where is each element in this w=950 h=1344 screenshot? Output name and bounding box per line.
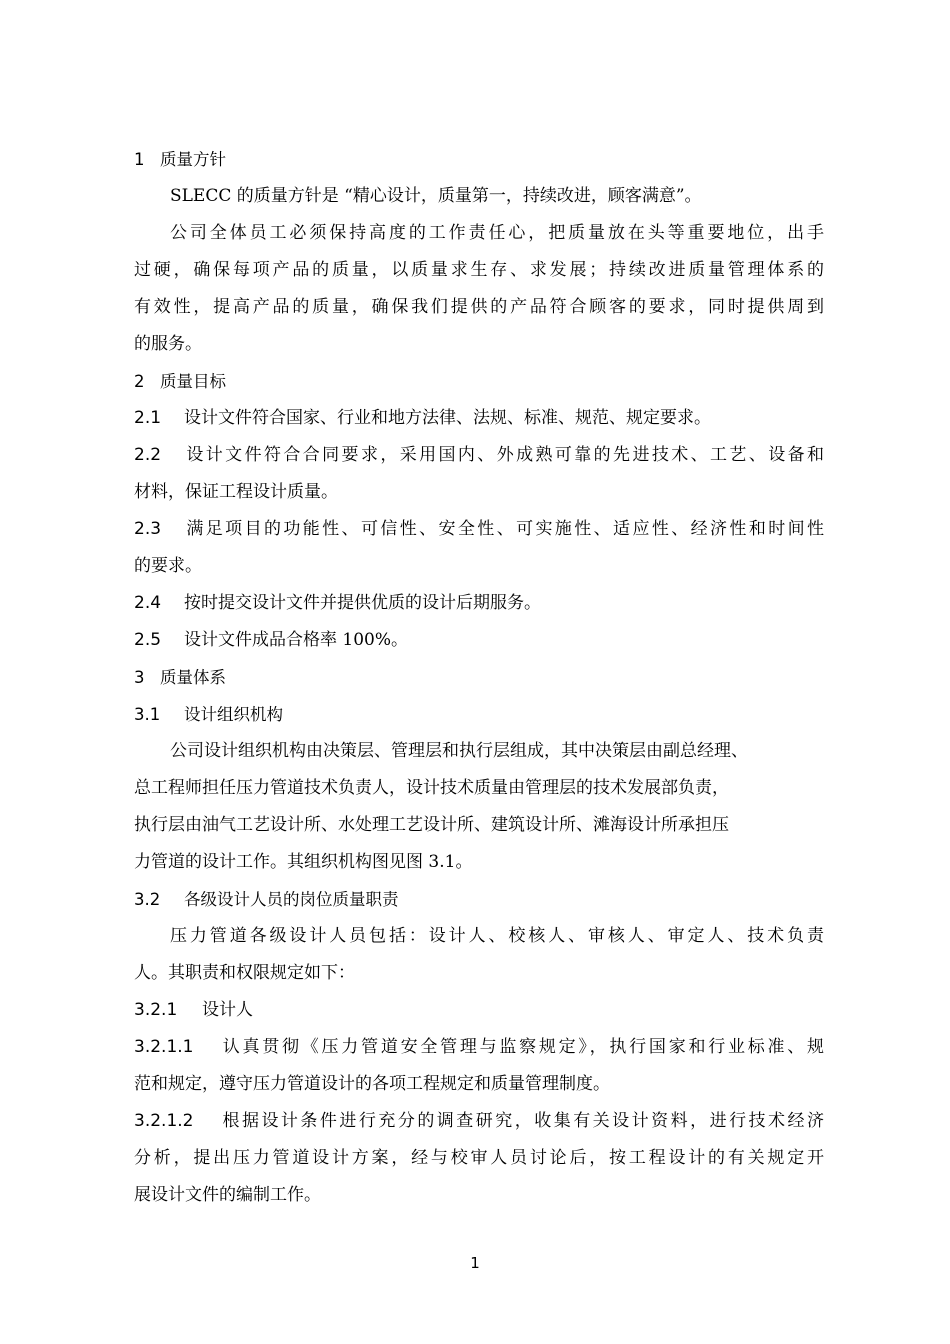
- line-text: 质量方针: [160, 150, 226, 169]
- text-line: [134, 1066, 824, 1103]
- section-number: 3.1: [134, 705, 161, 724]
- section-heading: [134, 659, 824, 696]
- section-heading: [134, 363, 824, 400]
- line-text: 的要求。: [134, 556, 202, 576]
- section-number: 2: [134, 372, 145, 391]
- line-text: 设计人: [202, 1000, 253, 1020]
- line-text: 质量体系: [160, 668, 226, 687]
- line-text: 有效性，提高产品的质量，确保我们提供的产品符合顾客的要求，同时提供周到: [134, 297, 824, 317]
- text-line: [134, 1029, 824, 1066]
- section-number: 3: [134, 668, 145, 687]
- line-text: 设计文件符合国家、行业和地方法律、法规、标准、规范、规定要求。: [184, 408, 711, 428]
- text-line: [134, 178, 824, 215]
- text-line: [134, 548, 824, 585]
- line-text: 的服务。: [134, 334, 202, 354]
- text-line: [134, 807, 824, 844]
- line-text: 设计文件符合合同要求，采用国内、外成熟可靠的先进技术、工艺、设备和: [184, 445, 824, 465]
- line-text: 执行层由油气工艺设计所、水处理工艺设计所、建筑设计所、滩海设计所承担压: [134, 815, 729, 835]
- section-number: 2.5: [134, 630, 162, 650]
- line-text: SLECC 的质量方针是 “精心设计，质量第一，持续改进，顾客满意”。: [170, 186, 702, 206]
- line-text: 设计文件成品合格率 100%。: [184, 630, 409, 650]
- text-line: [134, 955, 824, 992]
- page-number: 1: [470, 1254, 480, 1272]
- line-text: 各级设计人员的岗位质量职责: [184, 890, 399, 909]
- line-text: 设计组织机构: [184, 705, 283, 724]
- section-number: 3.2: [134, 890, 161, 909]
- text-line: [134, 1177, 824, 1214]
- line-text: 公司全体员工必须保持高度的工作责任心，把质量放在头等重要地位，出手: [170, 223, 824, 243]
- line-text: 展设计文件的编制工作。: [134, 1185, 321, 1205]
- section-heading: [134, 141, 824, 178]
- line-text: 力管道的设计工作。其组织机构图见图 3.1。: [134, 852, 473, 872]
- document-body: [134, 141, 824, 1214]
- text-line: [134, 585, 824, 622]
- section-heading: [134, 696, 824, 733]
- section-number: 2.4: [134, 593, 162, 613]
- section-number: 3.2.1.2: [134, 1111, 194, 1131]
- section-number: 3.2.1.1: [134, 1037, 194, 1057]
- text-line: [134, 770, 824, 807]
- section-number: 2.2: [134, 445, 162, 465]
- line-text: 总工程师担任压力管道技术负责人，设计技术质量由管理层的技术发展部负责，: [134, 778, 729, 798]
- text-line: [134, 511, 824, 548]
- section-number: 3.2.1: [134, 1000, 178, 1020]
- text-line: [134, 1103, 824, 1140]
- text-line: [134, 622, 824, 659]
- text-line: [134, 733, 824, 770]
- section-number: 1: [134, 150, 145, 169]
- text-line: [134, 326, 824, 363]
- text-line: [134, 289, 824, 326]
- text-line: [134, 215, 824, 252]
- text-line: [134, 992, 824, 1029]
- line-text: 按时提交设计文件并提供优质的设计后期服务。: [184, 593, 541, 613]
- line-text: 公司设计组织机构由决策层、管理层和执行层组成，其中决策层由副总经理、: [170, 741, 748, 761]
- text-line: [134, 918, 824, 955]
- line-text: 过硬，确保每项产品的质量，以质量求生存、求发展；持续改进质量管理体系的: [134, 260, 824, 280]
- line-text: 根据设计条件进行充分的调查研究，收集有关设计资料，进行技术经济: [220, 1111, 824, 1131]
- text-line: [134, 1140, 824, 1177]
- line-text: 范和规定，遵守压力管道设计的各项工程规定和质量管理制度。: [134, 1074, 610, 1094]
- section-number: 2.1: [134, 408, 162, 428]
- line-text: 压力管道各级设计人员包括：设计人、校核人、审核人、审定人、技术负责: [170, 926, 824, 946]
- line-text: 材料，保证工程设计质量。: [134, 482, 338, 502]
- line-text: 满足项目的功能性、可信性、安全性、可实施性、适应性、经济性和时间性: [184, 519, 824, 539]
- line-text: 认真贯彻《压力管道安全管理与监察规定》，执行国家和行业标准、规: [220, 1037, 824, 1057]
- section-number: 2.3: [134, 519, 162, 539]
- section-heading: [134, 881, 824, 918]
- text-line: [134, 437, 824, 474]
- text-line: [134, 844, 824, 881]
- text-line: [134, 252, 824, 289]
- line-text: 人。其职责和权限规定如下：: [134, 963, 355, 983]
- line-text: 分析，提出压力管道设计方案，经与校审人员讨论后，按工程设计的有关规定开: [134, 1148, 824, 1168]
- text-line: [134, 474, 824, 511]
- text-line: [134, 400, 824, 437]
- line-text: 质量目标: [160, 372, 226, 391]
